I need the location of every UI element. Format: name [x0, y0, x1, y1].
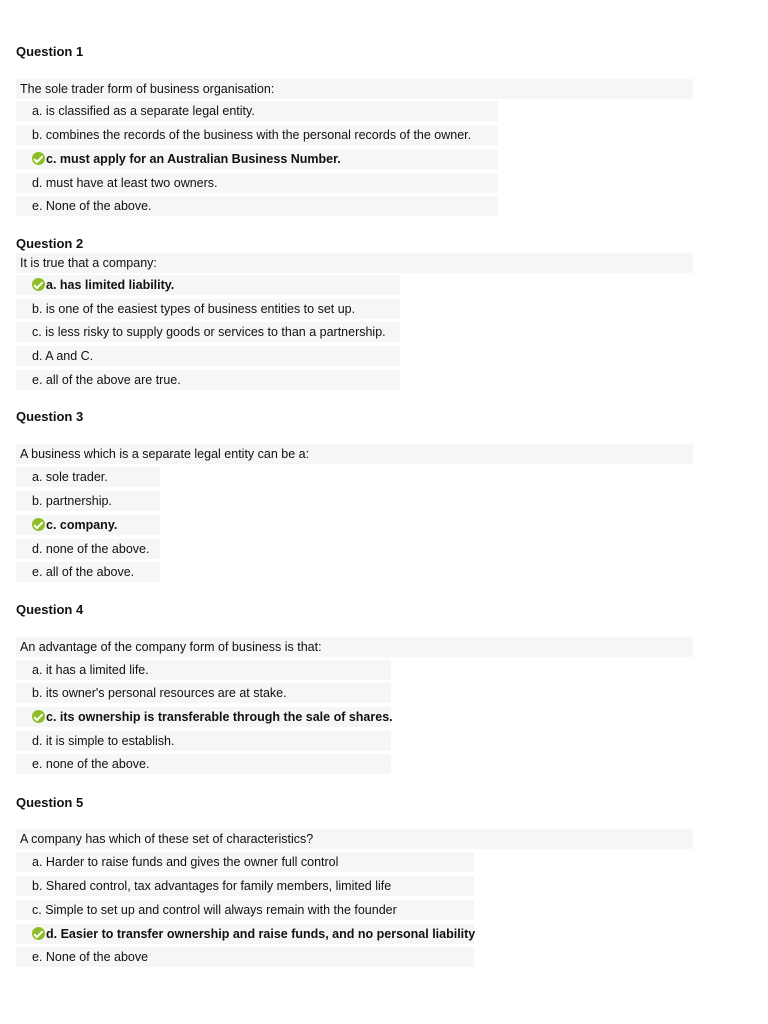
option-c[interactable]: c. Simple to set up and control will always remain with the founder: [16, 900, 474, 920]
option-label: c. must apply for an Australian Business Number.: [46, 152, 341, 166]
option-e[interactable]: e. None of the above: [16, 947, 474, 967]
option-b[interactable]: b. Shared control, tax advantages for family members, limited life: [16, 876, 474, 896]
option-a[interactable]: a. it has a limited life.: [16, 660, 391, 680]
option-a-correct[interactable]: [16, 275, 400, 295]
option-label: d. Easier to transfer ownership and raise funds, and no personal liability: [46, 927, 476, 941]
option-b[interactable]: b. partnership.: [16, 491, 160, 511]
option-label: c. its ownership is transferable through the sale of shares.: [46, 710, 393, 724]
option-d[interactable]: d. A and C.: [16, 346, 400, 366]
option-d[interactable]: d. it is simple to establish.: [16, 731, 391, 751]
question-text: An advantage of the company form of business is that:: [16, 637, 693, 657]
question-text: A business which is a separate legal entity can be a:: [16, 444, 693, 464]
check-circle-icon: [32, 518, 45, 531]
check-circle-icon: [32, 278, 45, 291]
question-title: Question 5: [16, 795, 84, 810]
option-c[interactable]: c. is less risky to supply goods or services to than a partnership.: [16, 322, 400, 342]
option-c-correct[interactable]: [16, 149, 498, 169]
option-d[interactable]: d. must have at least two owners.: [16, 173, 498, 193]
option-b[interactable]: b. its owner's personal resources are at stake.: [16, 683, 391, 703]
option-c-correct[interactable]: [16, 707, 391, 727]
option-e[interactable]: e. None of the above.: [16, 196, 498, 216]
option-b[interactable]: b. combines the records of the business with the personal records of the owner.: [16, 125, 498, 145]
question-text: A company has which of these set of characteristics?: [16, 829, 693, 849]
option-e[interactable]: e. all of the above.: [16, 562, 160, 582]
check-circle-icon: [32, 152, 45, 165]
option-label: a. has limited liability.: [46, 278, 175, 292]
question-text: The sole trader form of business organisation:: [16, 79, 693, 99]
option-label: c. company.: [46, 518, 118, 532]
option-a[interactable]: a. is classified as a separate legal entity.: [16, 101, 498, 121]
question-title: Question 1: [16, 44, 84, 59]
check-circle-icon: [32, 927, 45, 940]
option-d-correct[interactable]: [16, 924, 474, 944]
option-e[interactable]: e. all of the above are true.: [16, 370, 400, 390]
question-title: Question 3: [16, 409, 84, 424]
question-title: Question 4: [16, 602, 84, 617]
option-c-correct[interactable]: [16, 515, 160, 535]
check-circle-icon: [32, 710, 45, 723]
question-text: It is true that a company:: [16, 253, 693, 273]
option-a[interactable]: a. sole trader.: [16, 467, 160, 487]
option-d[interactable]: d. none of the above.: [16, 539, 160, 559]
question-title: Question 2: [16, 236, 84, 251]
option-e[interactable]: e. none of the above.: [16, 754, 391, 774]
option-a[interactable]: a. Harder to raise funds and gives the owner full control: [16, 852, 474, 872]
option-b[interactable]: b. is one of the easiest types of business entities to set up.: [16, 299, 400, 319]
